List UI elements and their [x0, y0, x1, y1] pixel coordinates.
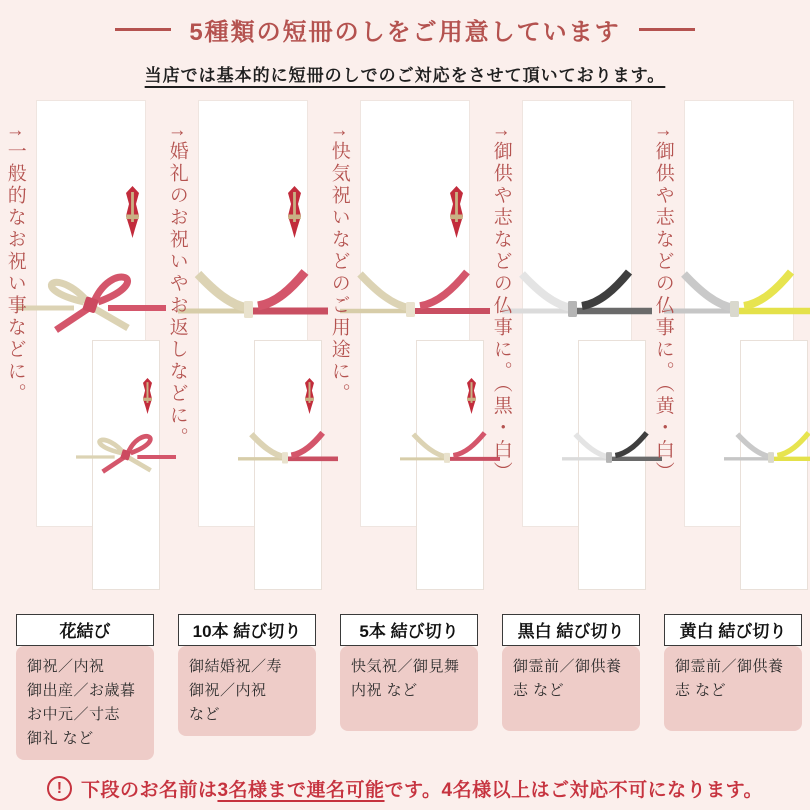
column-musubi-kiri-black-white	[486, 94, 648, 760]
use-case: 御霊前／御供養	[513, 658, 622, 675]
usage-note	[165, 120, 189, 449]
mizuhiki-bow-icon	[76, 425, 176, 475]
page-title: 5種類の短冊のしをご用意しています	[189, 19, 621, 46]
mizuhiki-knot-icon	[502, 265, 652, 335]
column-musubi-kiri-5	[324, 94, 486, 760]
exclamation-icon: !	[47, 776, 72, 801]
use-cases-box	[178, 646, 316, 736]
strip-samples	[324, 94, 486, 614]
usage-note	[3, 120, 27, 405]
notice-suffix: です。4名様以上はご対応不可になります。	[384, 780, 764, 801]
knot-type-label: 花結び	[16, 614, 154, 646]
strip-samples	[162, 94, 324, 614]
use-cases-box	[16, 646, 154, 760]
mizuhiki-knot-icon	[178, 265, 328, 335]
use-case: など	[189, 706, 221, 723]
use-case: 志 など	[513, 682, 565, 699]
use-case: 御出産／お歳暮	[27, 682, 136, 699]
usage-note-text: 御供や志などの仏事に。（黒・白）	[490, 141, 512, 484]
title-dash-right	[639, 28, 695, 31]
page-subtitle: 当店では基本的に短冊のしでのご対応をさせて頂いております。	[144, 66, 666, 85]
use-cases-box	[340, 646, 478, 731]
arrow-icon: →	[166, 120, 188, 141]
column-musubi-kiri-yellow-white	[648, 94, 810, 760]
mizuhiki-knot-icon	[400, 428, 500, 475]
use-cases-box	[664, 646, 802, 731]
knot-type-label: 黒白 結び切り	[502, 614, 640, 646]
usage-note-text: 御供や志などの仏事に。（黄・白）	[652, 141, 674, 484]
title-row	[0, 12, 810, 47]
knot-type-label: 黄白 結び切り	[664, 614, 802, 646]
notice-bar	[0, 760, 810, 802]
notice-underlined: 3名様まで連名可能	[217, 780, 385, 801]
use-cases-box	[502, 646, 640, 731]
noshi-ornament-icon	[302, 378, 317, 414]
noshi-ornament-icon	[140, 378, 155, 414]
use-case: 御霊前／御供養	[675, 658, 784, 675]
column-hana-musubi	[0, 94, 162, 760]
knot-type-label: 10本 結び切り	[178, 614, 316, 646]
mizuhiki-knot-icon	[664, 265, 810, 335]
noshi-ornament-icon	[464, 378, 479, 414]
usage-note-text: 一般的なお祝い事などに。	[4, 141, 26, 405]
title-dash-left	[115, 28, 171, 31]
usage-note	[651, 120, 675, 484]
noshi-ornament-icon	[446, 186, 467, 238]
arrow-icon: →	[490, 120, 512, 141]
mizuhiki-bow-icon	[16, 260, 166, 335]
notice-text	[81, 775, 763, 802]
noshi-columns	[0, 94, 810, 760]
header	[0, 0, 810, 86]
use-case: 内祝 など	[351, 682, 418, 699]
usage-note	[489, 120, 513, 484]
subtitle-row	[0, 61, 810, 86]
strip-samples	[486, 94, 648, 614]
use-case: 御祝／内祝	[189, 682, 267, 699]
use-case: 御結婚祝／寿	[189, 658, 283, 675]
noshi-ornament-icon	[122, 186, 143, 238]
mizuhiki-knot-icon	[340, 265, 490, 335]
usage-note	[327, 120, 351, 405]
use-case: 御祝／内祝	[27, 658, 105, 675]
usage-note-text: 快気祝いなどのご用途に。	[328, 141, 350, 405]
use-case: 快気祝／御見舞	[351, 658, 460, 675]
arrow-icon: →	[652, 120, 674, 141]
noshi-ornament-icon	[284, 186, 305, 238]
knot-type-label: 5本 結び切り	[340, 614, 478, 646]
usage-note-text: 婚礼のお祝いやお返しなどに。	[166, 141, 188, 449]
strip-samples	[648, 94, 810, 614]
mizuhiki-knot-icon	[238, 428, 338, 475]
use-case: 志 など	[675, 682, 727, 699]
notice-prefix: 下段のお名前は	[80, 780, 218, 801]
mizuhiki-knot-icon	[724, 428, 810, 475]
arrow-icon: →	[328, 120, 350, 141]
mizuhiki-knot-icon	[562, 428, 662, 475]
column-musubi-kiri-10	[162, 94, 324, 760]
use-case: お中元／寸志	[27, 706, 121, 723]
arrow-icon: →	[4, 120, 26, 141]
use-case: 御礼 など	[27, 730, 94, 747]
strip-samples	[0, 94, 162, 614]
